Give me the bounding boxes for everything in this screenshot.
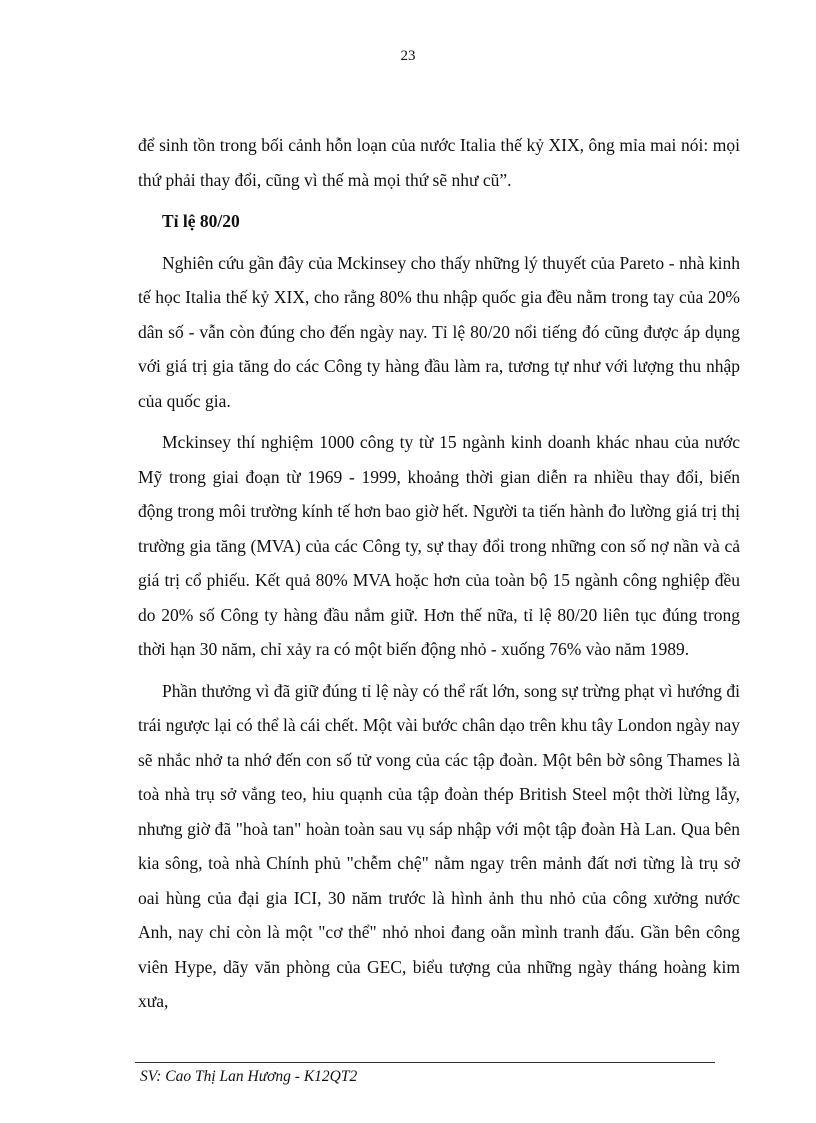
- section-heading: Tỉ lệ 80/20: [162, 211, 240, 231]
- paragraph: Mckinsey thí nghiệm 1000 công ty từ 15 ngành kinh doanh khác nhau của nước Mỹ trong giai đoạn từ 1969 - 1999, khoảng thời gian diễn ra nhiều thay đổi, biến động trong môi trường kính tế hơn bao giờ hết. Người ta tiến hành đo lường giá trị thị trường gia tăng (MVA) của các Công ty, sự thay đổi trong những con số nợ nần và cả giá trị cổ phiếu. Kết quả 80% MVA hoặc hơn của toàn bộ 15 ngành công nghiệp đều do 20% số Công ty hàng đầu nắm giữ. Hơn thế nữa, tỉ lệ 80/20 liên tục đúng trong thời hạn 30 năm, chỉ xảy ra có một biến động nhỏ - xuống 76% vào năm 1989.: [138, 432, 740, 659]
- page-number: 23: [400, 48, 416, 64]
- paragraph: Nghiên cứu gần đây của Mckinsey cho thấy những lý thuyết của Pareto - nhà kinh tế học Italia thế kỷ XIX, cho rằng 80% thu nhập quốc gia đều nằm trong tay của 20% dân số - vẫn còn đúng cho đến ngày nay. Tỉ lệ 80/20 nổi tiếng đó cũng được áp dụng với giá trị gia tăng do các Công ty hàng đầu làm ra, tương tự như với lượng thu nhập của quốc gia.: [138, 252, 740, 411]
- paragraph: Phần thưởng vì đã giữ đúng tỉ lệ này có thể rất lớn, song sự trừng phạt vì hướng đi trái ngược lại có thể là cái chết. Một vài bước chân dạo trên khu tây London ngày nay sẽ nhắc nhở ta nhớ đến con số tử vong của các tập đoàn. Một bên bờ sông Thames là toà nhà trụ sở vắng teo, hiu quạnh của tập đoàn thép British Steel một thời lừng lẫy, nhưng giờ đã "hoà tan" hoàn toàn sau vụ sáp nhập với một tập đoàn Hà Lan. Qua bên kia sông, toà nhà Chính phủ "chễm chệ" nằm ngay trên mảnh đất nơi từng là trụ sở oai hùng của đại gia ICI, 30 năm trước là hình ảnh thu nhỏ của công xưởng nước Anh, nay chỉ còn là một "cơ thể" nhỏ nhoi đang oằn mình tranh đấu. Gần bên công viên Hype, dãy văn phòng của GEC, biểu tượng của những ngày tháng hoàng kim xưa,: [138, 680, 740, 1011]
- document-body: [138, 128, 740, 1026]
- footer-divider: [135, 1062, 715, 1063]
- paragraph-continuation: để sinh tồn trong bối cảnh hỗn loạn của nước Italia thế kỷ XIX, ông mỉa mai nói: mọi thứ phải thay đổi, cũng vì thế mà mọi thứ sẽ như cũ”.: [138, 135, 740, 190]
- footer-author: SV: Cao Thị Lan Hương - K12QT2: [140, 1068, 358, 1085]
